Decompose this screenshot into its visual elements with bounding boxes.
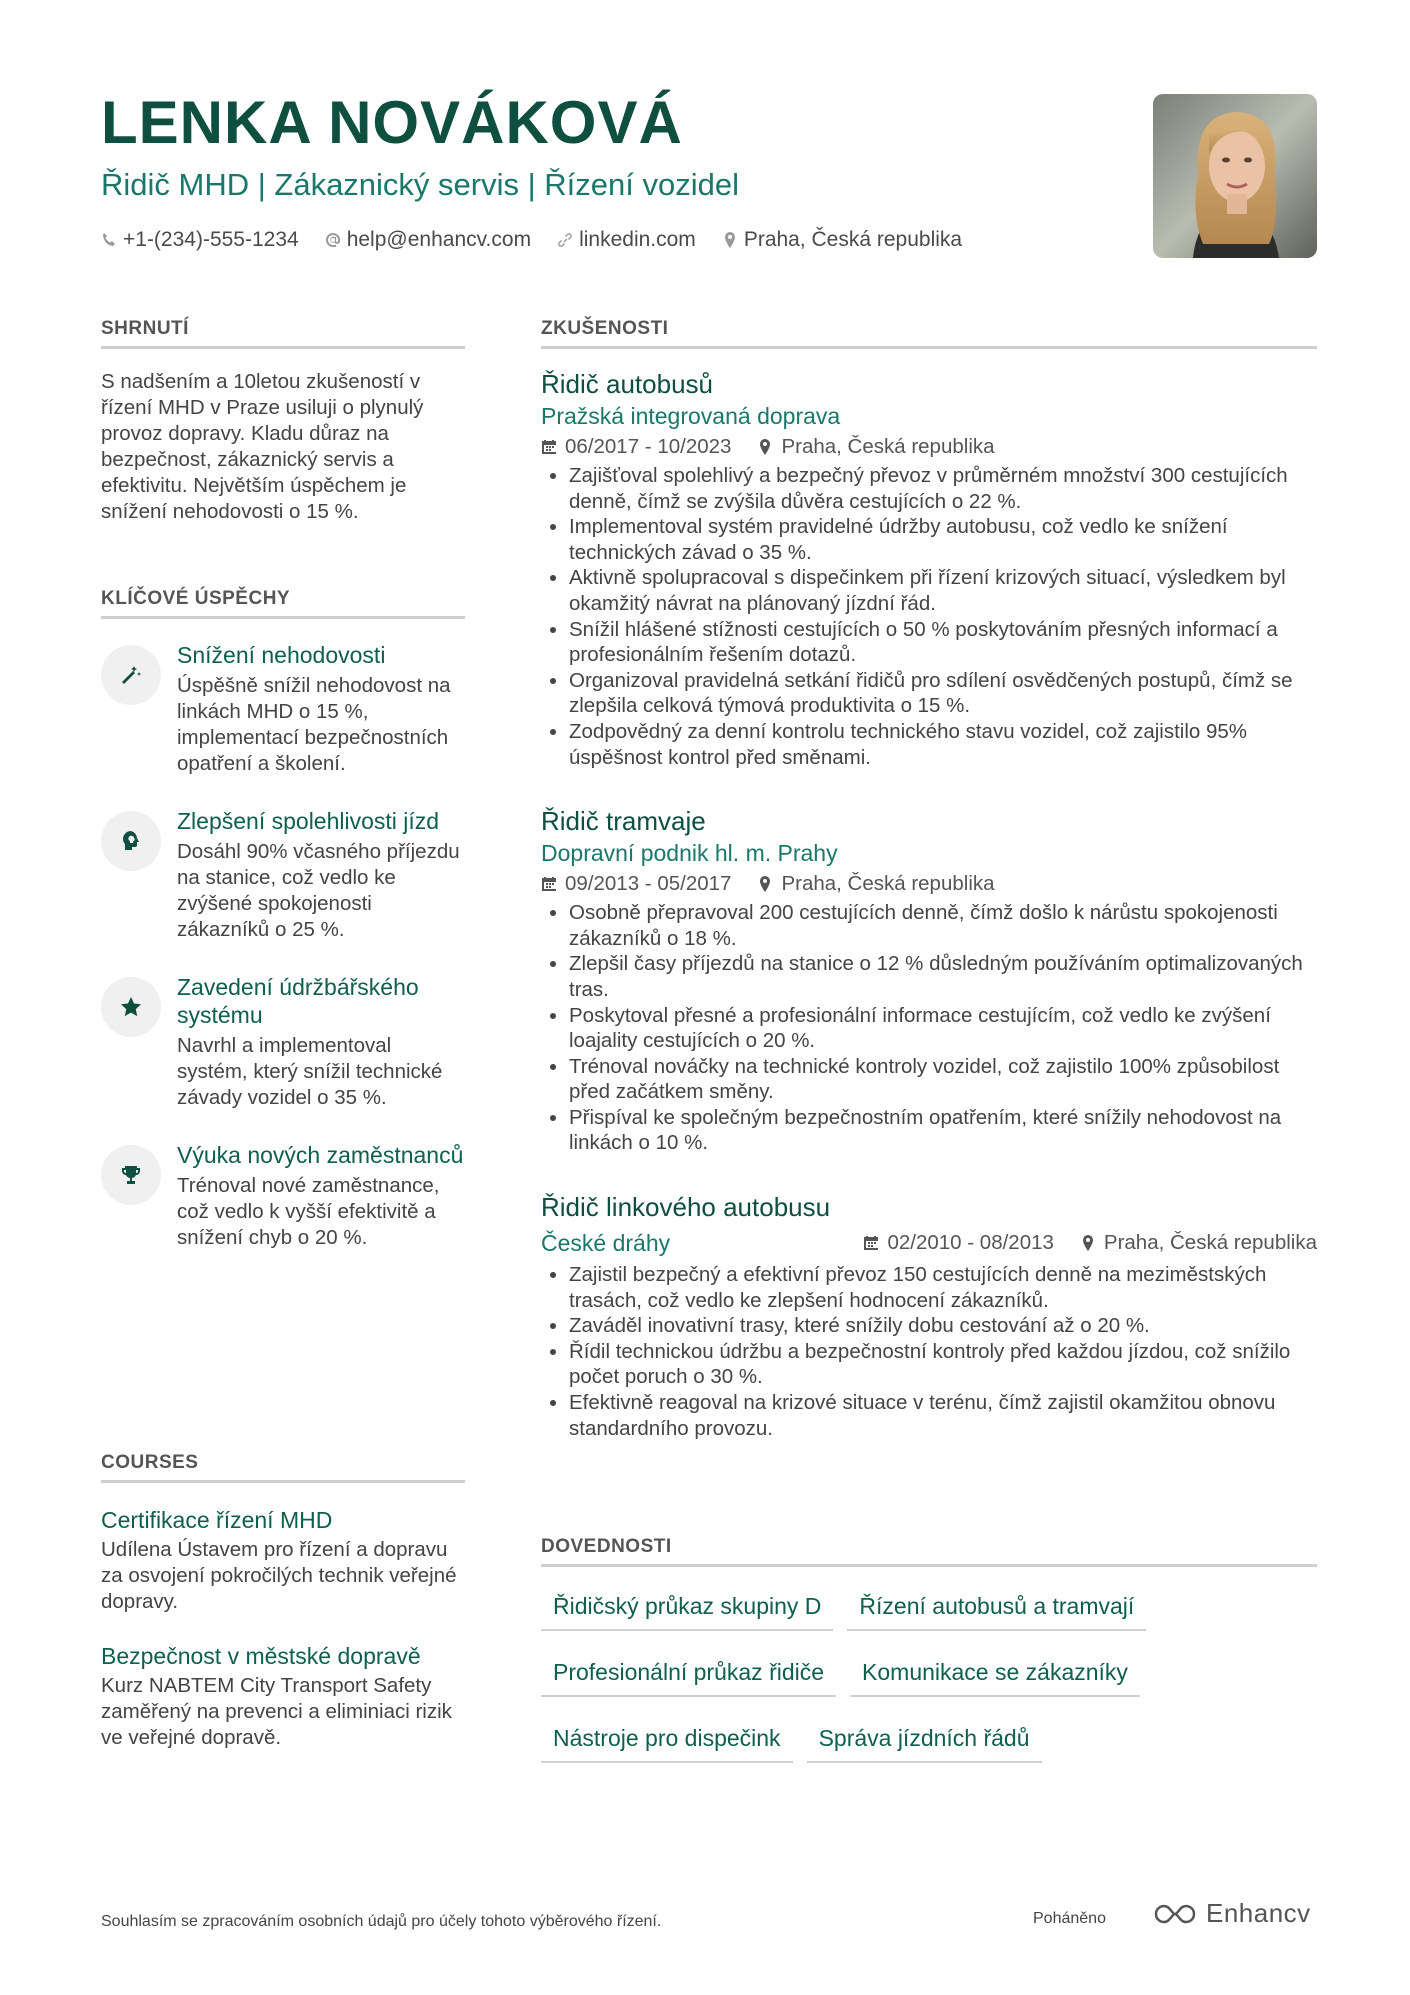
skill-tag: Řízení autobusů a tramvají	[847, 1585, 1146, 1631]
course-desc: Udílena Ústavem pro řízení a dopravu za osvojení pokročilých technik veřejné dopravy.	[101, 1538, 457, 1613]
job-dates-text: 06/2017 - 10/2023	[565, 435, 732, 458]
job-bullet: • Zajišťoval spolehlivý a bezpečný převoz v průměrném množství 300 cestujících denně, čímž se zvýšila důvěra cestujících o 22 %.	[569, 463, 1317, 514]
brand-name: Enhancv	[1206, 1898, 1311, 1928]
courses-section	[101, 1452, 465, 1751]
skill-tag: Správa jízdních řádů	[807, 1717, 1042, 1763]
job-location	[757, 435, 994, 459]
header	[101, 88, 1141, 252]
course-item	[101, 1641, 465, 1751]
job-bullet: • Osobně přepravoval 200 cestujících denně, čímž došlo k nárůstu spokojenosti zákazníků o 18 %.	[569, 900, 1317, 951]
skills-list	[541, 1585, 1181, 1763]
job-dates	[863, 1231, 1053, 1255]
job-bullet: • Organizoval pravidelná setkání řidičů pro sdílení osvědčených postupů, čímž se zlepšila celková týmová produktivita o 15 %.	[569, 668, 1317, 719]
job-entry	[541, 367, 1317, 770]
map-pin-icon	[757, 439, 773, 455]
map-pin-icon	[1080, 1235, 1096, 1251]
job-meta	[541, 872, 1317, 896]
phone-icon	[101, 232, 117, 248]
job-location	[1080, 1231, 1317, 1255]
calendar-icon	[541, 439, 557, 455]
achievement-desc: Dosáhl 90% včasného příjezdu na stanice, což vedlo ke zvýšené spokojenosti zákazníků o 25 %.	[177, 840, 460, 941]
achievements-heading: KLÍČOVÉ ÚSPĚCHY	[101, 588, 465, 619]
job-location-text: Praha, Česká republika	[781, 435, 995, 458]
achievement-desc: Navrhl a implementoval systém, který snížil technické závady vozidel o 35 %.	[177, 1034, 443, 1109]
profile-photo-image	[1153, 94, 1317, 258]
job-bullet: • Řídil technickou údržbu a bezpečnostní kontroly před každou jízdou, což snížilo počet poruch o 30 %.	[569, 1339, 1317, 1390]
job-company: České dráhy	[541, 1230, 671, 1257]
contact-location	[722, 228, 962, 252]
at-icon	[325, 232, 341, 248]
skill-tag: Profesionální průkaz řidiče	[541, 1651, 836, 1697]
trophy-icon	[101, 1145, 161, 1205]
achievement-title: Zlepšení spolehlivosti jízd	[177, 808, 440, 834]
achievements-section	[101, 588, 465, 1251]
achievement-title: Zavedení údržbářského systému	[177, 974, 419, 1028]
experience-heading: ZKUŠENOSTI	[541, 318, 1317, 349]
skills-section	[541, 1536, 1317, 1763]
job-dates-text: 02/2010 - 08/2013	[887, 1231, 1054, 1255]
job-entry	[541, 804, 1317, 1156]
achievement-item	[101, 641, 465, 777]
experience-section	[541, 318, 1317, 1441]
skill-tag: Nástroje pro dispečink	[541, 1717, 793, 1763]
job-bullet: • Zaváděl inovativní trasy, které snížily dobu cestování až o 20 %.	[569, 1313, 1317, 1339]
job-company: Dopravní podnik hl. m. Prahy	[541, 840, 838, 867]
contact-row	[101, 228, 1141, 252]
job-dates	[541, 872, 731, 896]
contact-email[interactable]	[325, 228, 531, 252]
map-pin-icon	[722, 232, 738, 248]
job-bullets	[541, 463, 1317, 770]
summary-text: S nadšením a 10letou zkušeností v řízení MHD v Praze usiluji o plynulý provoz dopravy. Kladu důraz na bezpečnost, zákaznický servis a efektivitu. Největším úspěchem je snížení nehodovosti o 15 %.	[101, 370, 424, 523]
achievement-title: Výuka nových zaměstnanců	[177, 1142, 464, 1168]
email-text: help@enhancv.com	[346, 228, 532, 251]
candidate-title: Řidič MHD | Zákaznický servis | Řízení vozidel	[101, 167, 739, 202]
skill-tag: Řidičský průkaz skupiny D	[541, 1585, 833, 1631]
job-title: Řidič linkového autobusu	[541, 1192, 831, 1223]
job-bullet: • Zlepšil časy příjezdů na stanice o 12 % důsledným používáním optimalizovaných tras.	[569, 951, 1317, 1002]
job-entry	[541, 1190, 1317, 1441]
courses-heading: COURSES	[101, 1452, 465, 1483]
location-text: Praha, Česká republika	[743, 228, 963, 251]
job-bullet: • Implementoval systém pravidelné údržby autobusu, což vedlo ke snížení technických závad o 35 %.	[569, 514, 1317, 565]
job-bullets	[541, 1262, 1317, 1441]
course-title: Bezpečnost v městské dopravě	[101, 1643, 421, 1669]
achievement-item	[101, 807, 465, 943]
job-bullet: • Přispíval ke společným bezpečnostním opatřením, které snížily nehodovost na linkách o 10 %.	[569, 1105, 1317, 1156]
head-brain-icon	[101, 811, 161, 871]
calendar-icon	[863, 1235, 879, 1251]
achievement-title: Snížení nehodovosti	[177, 642, 386, 668]
job-meta	[863, 1231, 1317, 1255]
right-column	[541, 318, 1317, 1751]
job-company: Pražská integrovaná doprava	[541, 403, 841, 429]
contact-linkedin[interactable]	[557, 228, 696, 252]
job-bullet: • Efektivně reagoval na krizové situace v terénu, čímž zajistil okamžitou obnovu standardního provozu.	[569, 1390, 1317, 1441]
job-location-text: Praha, Česká republika	[781, 872, 995, 896]
summary-section	[101, 318, 465, 525]
star-icon	[101, 977, 161, 1037]
enhancv-logo-icon	[1152, 1899, 1198, 1929]
job-meta	[541, 435, 1317, 459]
job-location	[757, 872, 994, 896]
job-dates	[541, 435, 731, 459]
consent-note: Souhlasím se zpracováním osobních údajů pro účely tohoto výběrového řízení.	[101, 1913, 662, 1930]
candidate-name: LENKA NOVÁKOVÁ	[101, 89, 683, 156]
course-item	[101, 1505, 465, 1615]
brand-logo[interactable]	[1152, 1898, 1311, 1929]
course-title: Certifikace řízení MHD	[101, 1507, 333, 1533]
job-title: Řidič autobusů	[541, 369, 713, 399]
job-bullet: • Aktivně spolupracoval s dispečinkem při řízení krizových situací, výsledkem byl okamžitý návrat na plánovaný jízdní řád.	[569, 565, 1317, 616]
job-dates-text: 09/2013 - 05/2017	[565, 872, 732, 896]
achievement-desc: Trénoval nové zaměstnance, což vedlo k vyšší efektivitě a snížení chyb o 20 %.	[177, 1174, 440, 1249]
map-pin-icon	[757, 876, 773, 892]
achievement-item	[101, 973, 465, 1111]
left-column	[101, 318, 465, 1749]
job-title: Řidič tramvaje	[541, 806, 706, 837]
skills-heading: DOVEDNOSTI	[541, 1536, 1317, 1567]
achievement-desc: Úspěšně snížil nehodovost na linkách MHD o 15 %, implementací bezpečnostních opatření a školení.	[177, 674, 451, 775]
job-bullet: • Snížil hlášené stížnosti cestujících o 50 % poskytováním přesných informací a profesionálním řešením dotazů.	[569, 617, 1317, 668]
job-company-row	[541, 1228, 1317, 1258]
profile-photo	[1153, 94, 1317, 258]
powered-by-label: Poháněno	[1033, 1910, 1106, 1927]
job-bullet: • Zodpovědný za denní kontrolu technického stavu vozidel, což zajistilo 95% úspěšnost kontrol před směnami.	[569, 719, 1317, 770]
link-icon	[557, 232, 573, 248]
course-desc: Kurz NABTEM City Transport Safety zaměřený na prevenci a eliminiaci rizik ve veřejné dopravě.	[101, 1674, 452, 1749]
linkedin-text: linkedin.com	[579, 228, 696, 251]
job-bullet: • Trénoval nováčky na technické kontroly vozidel, což zajistilo 100% způsobilost před začátkem směny.	[569, 1054, 1317, 1105]
skill-tag: Komunikace se zákazníky	[850, 1651, 1140, 1697]
job-location-text: Praha, Česká republika	[1103, 1231, 1317, 1255]
job-bullet: • Zajistil bezpečný a efektivní převoz 150 cestujících denně na meziměstských trasách, což vedlo ke zlepšení hodnocení zákazníků.	[569, 1262, 1317, 1313]
achievement-item	[101, 1141, 465, 1251]
summary-heading: SHRNUTÍ	[101, 318, 465, 349]
contact-phone	[101, 228, 299, 252]
job-bullets	[541, 900, 1317, 1156]
phone-text: +1-(234)-555-1234	[123, 228, 299, 251]
magic-wand-icon	[101, 645, 161, 705]
calendar-icon	[541, 876, 557, 892]
job-bullet: • Poskytoval přesné a profesionální informace cestujícím, což vedlo ke zvýšení loajality cestujících o 20 %.	[569, 1003, 1317, 1054]
